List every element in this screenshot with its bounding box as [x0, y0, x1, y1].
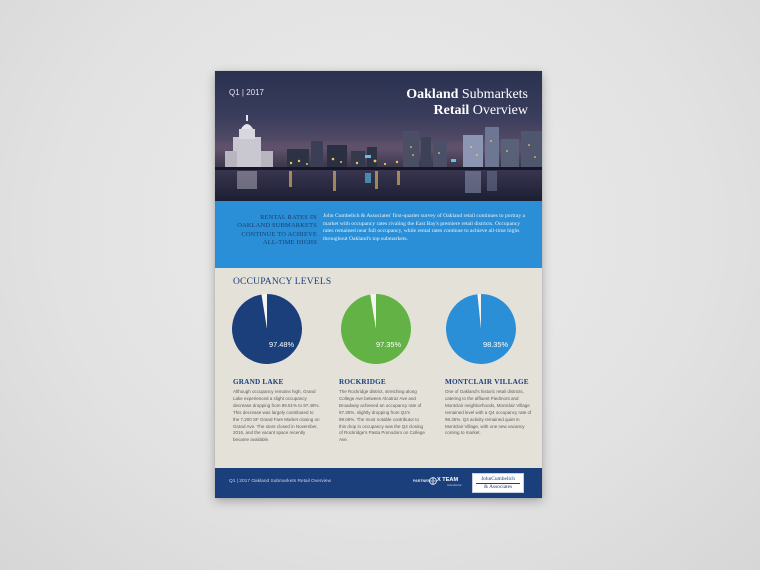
report-title: [406, 87, 528, 119]
pie-grand-lake: [231, 293, 303, 365]
pie-label-rockridge: 97.35%: [376, 340, 402, 349]
pie-montclair: [445, 293, 517, 365]
pie-label-grand-lake: 97.48%: [269, 340, 295, 349]
col-text-grand-lake: Although occupancy remains high, Grand Lake experienced a slight occupancy decrease dropping from 99.51% to 97.48%. This decrease was largely contributed to the 7,200 SF Grand Fare Market closing on Grand Ave. The store closed in November, 2016, and the vacant space recently became available.: [233, 389, 320, 443]
title-bold-2: Retail: [433, 103, 470, 118]
xteam-label: X TEAM: [437, 477, 459, 483]
footer-caption: Q1 | 2017 Oakland Submarkets Retail Overview: [229, 479, 332, 484]
skyline-photo: [215, 71, 542, 201]
pie-chart-montclair: [445, 293, 517, 365]
pie-rockridge: [340, 293, 412, 365]
xteam-globe-icon: [429, 477, 437, 485]
col-title-grand-lake: GRAND LAKE: [233, 378, 284, 386]
col-text-rockridge: The Rockridge district, stretching along College Ave between Alcatraz Ave and Broadway achieved an occupancy rate of 97.35%, slightly dropping from Q4's 99.06%. The most notable contributor to this drop in occupancy was the Q4 closing of Rockridge's Pasta Pomodoro on College Ave.: [339, 389, 425, 443]
logo-line-2: & Associates: [483, 484, 513, 490]
flyer-page: [215, 71, 542, 498]
partner-label: PARTNER: [413, 479, 431, 483]
occupancy-heading: OCCUPANCY LEVELS: [233, 277, 332, 287]
pie-chart-rockridge: [340, 293, 412, 365]
band-paragraph: John Cumbelich & Associates' first-quarter survey of Oakland retail continues to portray a market with occupancy rates rivaling the East Bay's premiere retail districts. Occupancy rates remained near full occupancy, while rental rates continue to achieve all-time highs throughout Oakland's top submarkets.: [323, 213, 526, 242]
pie-slice-rockridge: [341, 294, 411, 364]
xteam-sublabel: International: [447, 484, 462, 487]
footer-bar: [215, 468, 542, 498]
pie-chart-grand-lake: [231, 293, 303, 365]
title-bold-1: Oakland: [406, 87, 459, 102]
pie-slice-montclair: [446, 294, 516, 364]
logo-line-1: JohnCumbelich: [476, 476, 520, 484]
col-text-montclair: One of Oakland's historic retail districts, catering to the affluent Piedmont and Montclair neighborhoods, Montclair Village remained level with a Q4 occupancy rate of 98.35%. Q4 activity remained quiet in Montclair Village, with one new vacancy coming to market.: [445, 389, 532, 436]
report-period: Q1 | 2017: [229, 88, 264, 97]
title-light-1: Submarkets: [458, 87, 528, 102]
pie-slice-grand-lake: [232, 294, 302, 364]
pie-label-montclair: 98.35%: [483, 340, 509, 349]
col-title-rockridge: ROCKRIDGE: [339, 378, 386, 386]
company-logo: [472, 473, 524, 493]
title-light-2: Overview: [469, 103, 528, 118]
band-heading: RENTAL RATES IN OAKLAND SUBMARKETS CONTINUE TO ACHIEVE ALL-TIME HIGHS: [237, 214, 317, 247]
summary-band: [215, 201, 542, 268]
col-title-montclair: MONTCLAIR VILLAGE: [445, 378, 529, 386]
